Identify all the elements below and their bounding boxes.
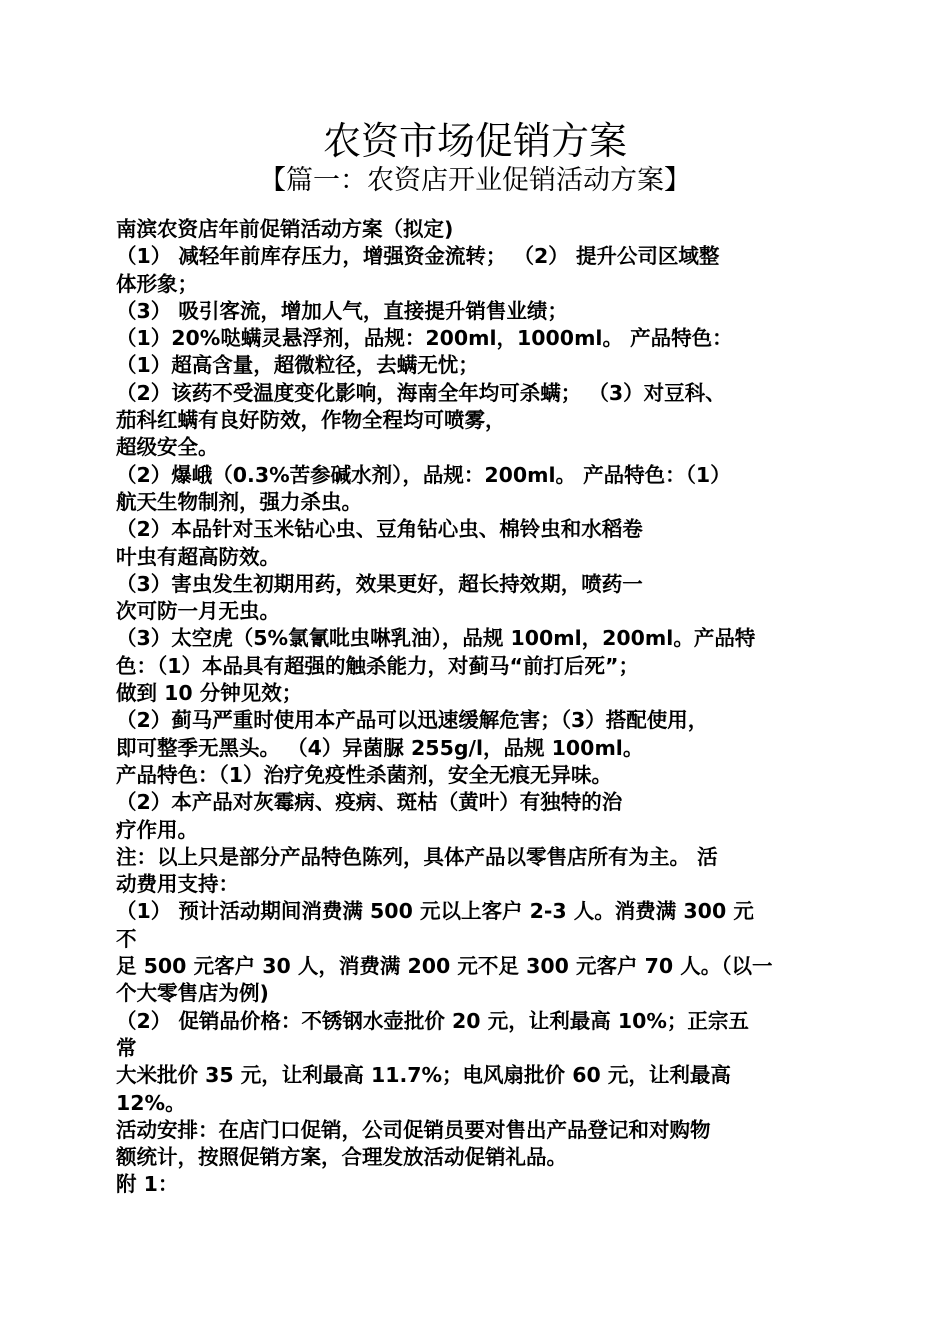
body-line: 常 [116,1035,137,1060]
body-line: 产品特色：（1）治疗免疫性杀菌剂，安全无痕无异味。 [116,762,613,787]
body-line: 不 [116,926,137,951]
body-line: 南滨农资店年前促销活动方案（拟定) [116,217,454,241]
body-line: 即可整季无黑头。 （4）异菌脲 255g/l，品规 100ml。 [116,735,644,760]
body-line: 叶虫有超高防效。 [116,544,280,569]
body-line: 活动安排：在店门口促销，公司促销员要对售出产品登记和对购物 [116,1117,711,1142]
body-line: （2） 促销品价格：不锈钢水壶批价 20 元，让利最高 10%；正宗五 [116,1008,749,1033]
body-line: 色：（1）本品具有超强的触杀能力，对蓟马“前打后死”； [116,653,639,678]
body-line: 额统计，按照促销方案，合理发放活动促销礼品。 [116,1145,567,1170]
body-line: （2）本产品对灰霉病、疫病、斑枯（黄叶）有独特的治 [116,790,623,815]
body-line: （1）20%哒螨灵悬浮剂，品规：200ml，1000ml。 产品特色： [116,326,733,351]
body-line: 大米批价 35 元，让利最高 11.7%；电风扇批价 60 元，让利最高 [116,1063,731,1088]
document-title: 农资市场促销方案 [322,119,627,163]
document-subtitle: 【篇一：农资店开业促销活动方案】 [259,165,691,196]
body-line: 超级安全。 [116,435,219,460]
body-line: 动费用支持： [116,872,239,897]
body-line: （2）爆峨（0.3%苦参碱水剂），品规：200ml。 产品特色：（1） [116,462,731,487]
body-line: （2）本品针对玉米钻心虫、豆角钻心虫、棉铃虫和水稻卷 [116,517,643,542]
body-line: 做到 10 分钟见效； [116,681,303,706]
body-line: （1）超高含量，超微粒径，去螨无忧； [116,353,479,378]
body-line: 疗作用。 [116,817,198,842]
body-line: （1） 预计活动期间消费满 500 元以上客户 2-3 人。消费满 300 元 [116,899,754,924]
body-line: 个大零售店为例) [116,981,269,1006]
body-line: （2）蓟马严重时使用本产品可以迅速缓解危害；（3）搭配使用， [116,708,709,733]
document-body [116,216,836,1199]
body-line: （3）太空虎（5%氯氰吡虫啉乳油），品规 100ml，200ml。产品特 [116,626,756,651]
body-line: 茄科红螨有良好防效，作物全程均可喷雾， [116,408,506,433]
body-line: 体形象； [116,271,198,296]
body-line: 注：以上只是部分产品特色陈列，具体产品以零售店所有为主。 活 [116,844,718,869]
body-line: 次可防一月无虫。 [116,599,280,624]
body-line: 足 500 元客户 30 人，消费满 200 元不足 300 元客户 70 人。（以一 [116,954,773,979]
body-line: （3）害虫发生初期用药，效果更好，超长持效期，喷药一 [116,571,643,596]
body-line: （2）该药不受温度变化影响，海南全年均可杀螨； （3）对豆科、 [116,380,726,405]
body-line: 航天生物制剂，强力杀虫。 [116,489,362,514]
body-line: 附 1： [116,1172,179,1197]
body-line: （3） 吸引客流，增加人气，直接提升销售业绩； [116,298,568,323]
body-line: 12%。 [116,1090,186,1115]
body-line: （1） 减轻年前库存压力，增强资金流转； （2） 提升公司区域整 [116,244,720,269]
